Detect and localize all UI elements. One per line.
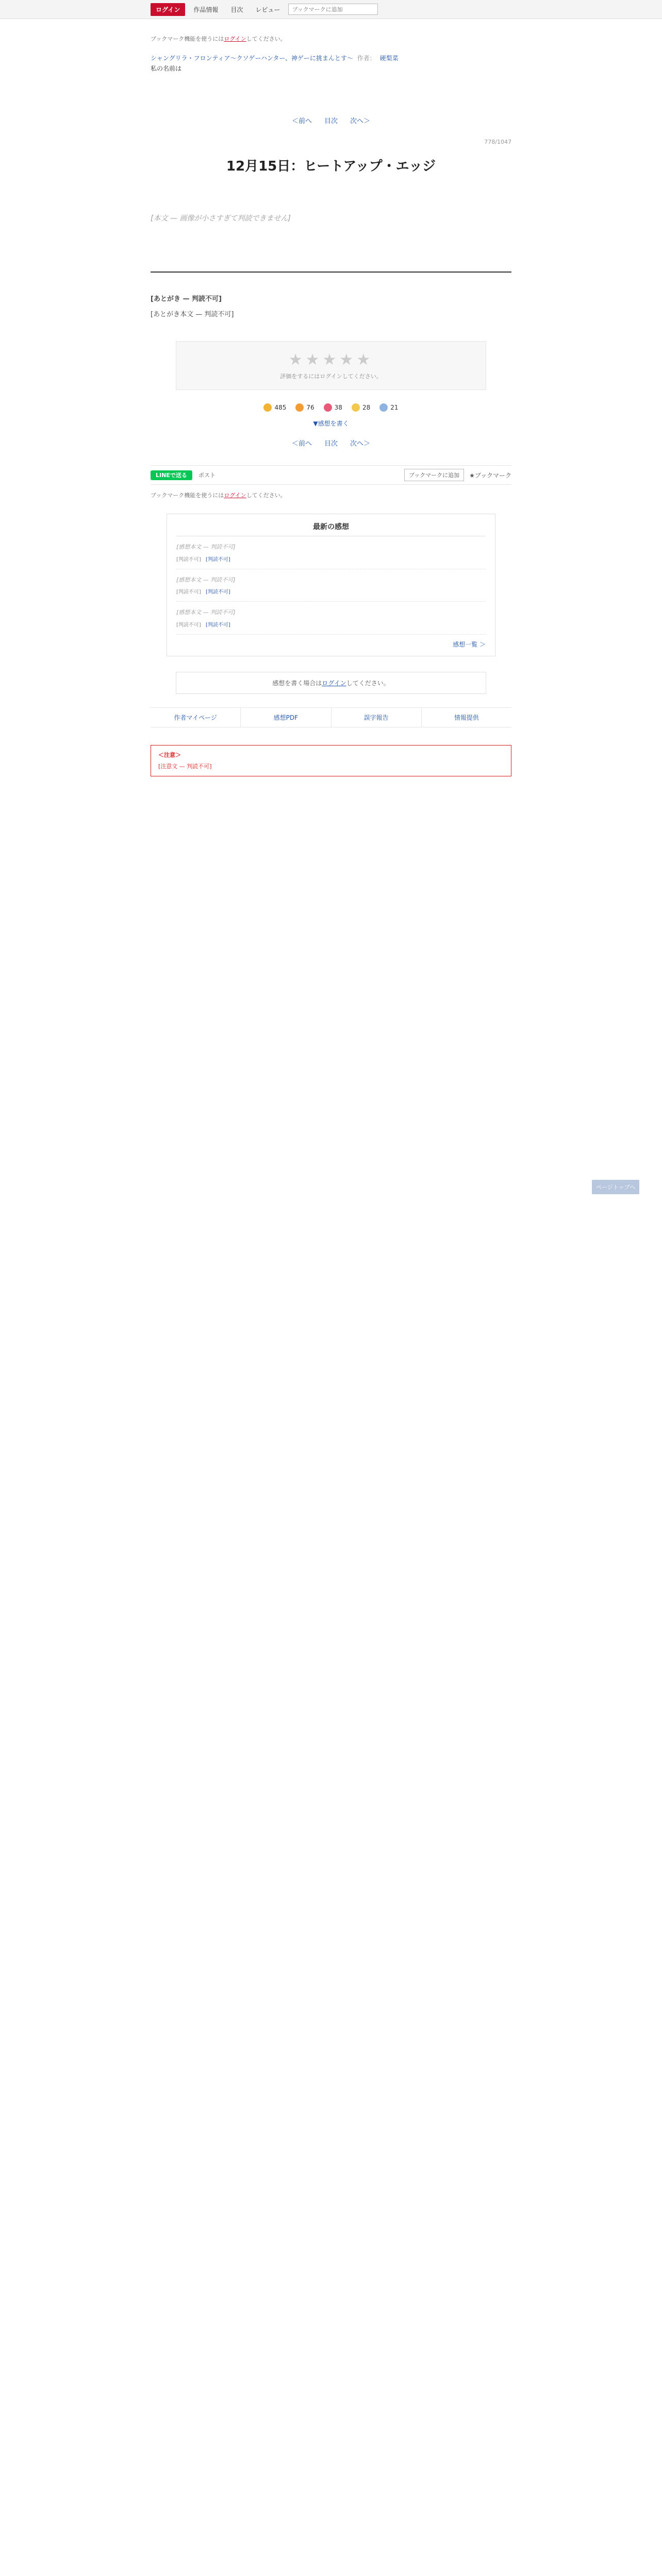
afterword-line: [あとがき本文 — 判読不可] bbox=[151, 310, 234, 318]
author-link[interactable]: 硬梨菜 bbox=[379, 55, 399, 62]
clap-icon bbox=[352, 403, 360, 412]
share-row bbox=[151, 465, 511, 485]
next-chapter-link[interactable]: 次へ＞ bbox=[350, 117, 371, 125]
latest-comments bbox=[167, 514, 495, 656]
prev-chapter-link-bottom[interactable]: ＜前へ bbox=[291, 440, 312, 448]
page-top-button[interactable]: ページトップへ bbox=[592, 1180, 639, 1194]
comment-item bbox=[176, 569, 486, 602]
reaction-count: 21 bbox=[390, 404, 399, 412]
prev-chapter-link[interactable]: ＜前へ bbox=[291, 117, 312, 125]
comment-date: [判読不可] bbox=[176, 589, 201, 596]
comment-meta bbox=[176, 587, 486, 595]
nav-work-info[interactable]: 作品情報 bbox=[193, 6, 219, 13]
footer-links bbox=[151, 707, 511, 727]
reaction-sad[interactable] bbox=[379, 403, 398, 412]
series-title-link[interactable]: シャングリラ・フロンティア〜クソゲーハンター、神ゲーに挑まんとす〜 bbox=[151, 55, 353, 62]
line-share-button[interactable]: LINEで送る bbox=[151, 470, 192, 480]
comment-user-link[interactable]: [判読不可] bbox=[206, 556, 230, 563]
impression-login-box bbox=[176, 672, 486, 694]
comment-body: [感想本文 — 判読不可] bbox=[176, 576, 236, 583]
top-bar bbox=[0, 0, 662, 19]
laugh-icon bbox=[295, 403, 304, 412]
next-chapter-link-bottom[interactable]: 次へ＞ bbox=[350, 440, 371, 448]
reaction-count: 76 bbox=[306, 404, 315, 412]
login-notice-bottom bbox=[151, 491, 511, 499]
impression-text: 感想を書く場合は bbox=[272, 679, 322, 687]
comment-meta bbox=[176, 620, 486, 628]
reaction-bar bbox=[151, 403, 511, 412]
reaction-heart[interactable] bbox=[324, 403, 342, 412]
warning-text: [注意文 — 判読不可] bbox=[158, 762, 212, 770]
comment-user-link[interactable]: [判読不可] bbox=[206, 622, 230, 628]
bookmark-input[interactable] bbox=[288, 4, 378, 15]
reaction-count: 485 bbox=[274, 404, 287, 412]
login-notice bbox=[151, 35, 511, 43]
comments-title: 最新の感想 bbox=[176, 521, 486, 536]
comment-user-link[interactable]: [判読不可] bbox=[206, 589, 230, 596]
rating-stars[interactable]: ★★★★★ bbox=[288, 351, 374, 369]
footer-info-link[interactable]: 情報提供 bbox=[454, 714, 479, 721]
comments-more-link[interactable]: 感想一覧 ＞ bbox=[453, 640, 486, 648]
comment-date: [判読不可] bbox=[176, 622, 201, 628]
thumbs-up-icon bbox=[263, 403, 272, 412]
comment-item bbox=[176, 602, 486, 635]
comment-body: [感想本文 — 判読不可] bbox=[176, 609, 236, 616]
notice-login-link[interactable]: ログイン bbox=[224, 36, 246, 42]
rating-note: 評価をするにはログインしてください。 bbox=[280, 373, 382, 380]
post-share-button[interactable]: ポスト bbox=[198, 472, 216, 479]
add-bookmark-button[interactable]: ブックマークに追加 bbox=[404, 469, 464, 481]
notice-login-link-bottom[interactable]: ログイン bbox=[224, 492, 246, 499]
heart-icon bbox=[324, 403, 332, 412]
toc-link-bottom[interactable]: 目次 bbox=[324, 440, 338, 448]
footer-pdf-link[interactable]: 感想PDF bbox=[241, 708, 331, 727]
nav-reviews[interactable]: レビュー bbox=[255, 6, 280, 13]
impression-login-link[interactable]: ログイン bbox=[322, 679, 346, 687]
comment-item bbox=[176, 536, 486, 569]
author-label: 作者： bbox=[357, 55, 376, 62]
reaction-laugh[interactable] bbox=[295, 403, 314, 412]
breadcrumb-subtitle: 私の名前は bbox=[151, 65, 182, 73]
body-placeholder: [本文 — 画像が小さすぎて判読できません] bbox=[151, 214, 291, 223]
reaction-thumbs-up[interactable] bbox=[263, 403, 286, 412]
impression-suffix: してください。 bbox=[346, 679, 390, 687]
reaction-count: 28 bbox=[362, 404, 371, 412]
comment-body: [感想本文 — 判読不可] bbox=[176, 544, 236, 551]
sad-icon bbox=[379, 403, 388, 412]
footer-typo-report-link[interactable]: 誤字報告 bbox=[332, 708, 422, 727]
chapter-nav-bottom bbox=[151, 438, 511, 448]
afterword bbox=[151, 293, 511, 320]
notice-suffix: してください。 bbox=[246, 36, 286, 42]
chapter-title: 12月15日：ヒートアップ・エッジ bbox=[226, 158, 436, 174]
chapter-nav-top bbox=[151, 115, 511, 125]
warning-head: ＜注意＞ bbox=[158, 751, 181, 758]
notice-prefix: ブックマーク機能を使うには bbox=[151, 36, 224, 42]
afterword-divider bbox=[151, 272, 511, 273]
comment-meta bbox=[176, 555, 486, 563]
footer-author-page-link[interactable]: 作者マイページ bbox=[151, 708, 241, 727]
breadcrumb bbox=[151, 53, 511, 74]
reaction-count: 38 bbox=[334, 404, 342, 412]
toc-link[interactable]: 目次 bbox=[324, 117, 338, 125]
comment-date: [判読不可] bbox=[176, 556, 201, 563]
reaction-clap[interactable] bbox=[352, 403, 370, 412]
notice-prefix: ブックマーク機能を使うには bbox=[151, 492, 224, 499]
notice-suffix: してください。 bbox=[246, 492, 286, 499]
warning-notice bbox=[151, 745, 511, 776]
login-button[interactable]: ログイン bbox=[151, 3, 185, 16]
write-impression-link[interactable]: ▼感想を書く bbox=[313, 420, 349, 428]
nav-toc[interactable]: 目次 bbox=[230, 6, 243, 13]
bookmark-button[interactable]: ★ブックマーク bbox=[469, 471, 511, 479]
page-counter: 778/1047 bbox=[484, 138, 511, 145]
afterword-title: [あとがき — 判読不可] bbox=[151, 295, 222, 303]
chapter-body bbox=[151, 212, 511, 226]
main-container bbox=[151, 35, 511, 776]
rating-box bbox=[176, 341, 486, 390]
